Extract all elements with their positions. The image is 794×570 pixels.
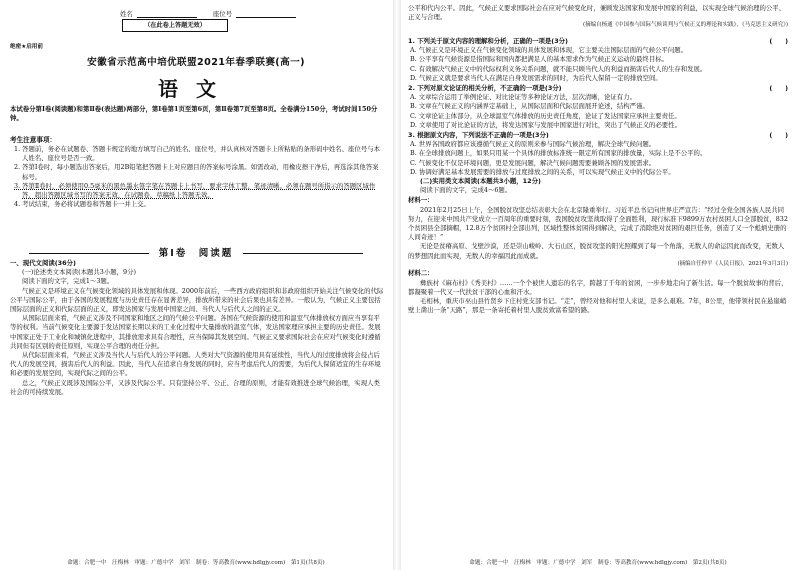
option: D. 协调好满足基本发展需要的排放与过度排放之间的关系，可以实现气候正义中的代际公平。 [410, 167, 675, 176]
answer-paren: ( ) [769, 131, 788, 140]
subject-title: 语文 [158, 77, 234, 101]
note-item: 2. 答第Ⅰ卷时，每小题选出答案后，用2B铅笔把答题卡上对应题目的答案标号涂黑。如需改动，用橡皮擦干净后，再选涂其他答案标号。 [14, 163, 379, 181]
option: C. 有效解决气候正义中的代际权利义务关系问题，就不能只顾当代人的利益而损害后代人的生存和发展。 [410, 64, 707, 73]
paragraph: 毛相林，重庆市巫山县竹贤乡下庄村党支部书记。“走”，曾经对他和村里人来说，是多么艰难。7年，8公里，他带领村民在悬崖峭壁上凿出一条“天路”，那是一条寄托着村里人脱贫致富希望的路。 [408, 297, 787, 315]
notes-list [10, 145, 384, 209]
answer-paren: ( ) [769, 84, 788, 93]
name-seat-line [120, 9, 370, 18]
exam-title: 安徽省示范高中培优联盟2021年春季联赛(高一) [87, 57, 305, 68]
material-label: 材料二： [408, 269, 434, 278]
notes-title: 考生注意事项： [10, 136, 57, 144]
note-item: 1. 答题前，务必在试题卷、答题卡规定的地方填写自己的姓名、座位号，并认真核对答题卡上所粘贴的条形码中姓名、座位号与本人姓名、座位号是否一致。 [14, 145, 381, 163]
section-1 [10, 259, 384, 397]
paragraph: 总之，气候正义既涉及国际公平，又涉及代际公平。只有坚持公平、公正、合理的原则，才能有效推进全球气候治理，实现人类社会的可持续发展。 [10, 378, 380, 396]
divider [243, 253, 363, 254]
note-item: 3. 答第Ⅱ卷时，必须使用0.5毫米的黑色墨水签字笔在答题卡上书写，要求字体工整、笔迹清晰。必须在题号所指示的答题区域作答，超出答题区域书写的答案无效，在试题卷、草稿纸上答题无效。 [14, 181, 376, 200]
option: A. 气候正义是环境正义在气候变化领域的具体发展和体现，它主要关注国际层面的气候公平问题。 [410, 46, 688, 55]
page-2 [402, 0, 794, 570]
instruction: 阅读下面的文字，完成4～6题。 [420, 186, 512, 195]
option: B. 公平享有气候资源是指国际和国内都把满足人的基本需求作为气候正义运动的最终目标。 [410, 55, 668, 64]
answer-paren: ( ) [769, 37, 788, 45]
paragraph: 从国际层面来看，气候正义涉及不同国家和地区之间的气候公平问题。各国在气候资源的使用和温室气体排放权方面应当享有平等的权利。当前气候变化主要源于发达国家长期以来的工业化过程中大量排放的温室气体，发达国家理应承担主要的历史责任。发展中国家正处于工业化和城镇化进程中，其排放需求具有合理性，应当保障其发展空间。气候正义要求国际社会在应对气候变化时遵循共同但有区别的责任原则，实现公平合理的责任分担。 [10, 314, 381, 350]
volume-heading [0, 245, 392, 259]
name-label: 姓名 [120, 10, 133, 18]
citation: (摘编自任仲平《人民日报》，2021年3月3日) [677, 260, 788, 267]
question [408, 131, 788, 177]
paragraph: 从代际层面来看，气候正义涉及当代人与后代人的公平问题。人类对大气资源的使用具有延续性，当代人的过度排放将会侵占后代人的发展空间，损害后代人的利益。因此，当代人在追求自身发展的同时，应当考虑后代人的需要，为后代人保留适宜的生存环境和必要的发展空间，实现代际之间的公平。 [10, 351, 381, 378]
name-blank[interactable] [137, 10, 197, 18]
divider [29, 253, 149, 254]
option: B. 文章在气候正义的内涵界定基础上，从国际层面和代际层面展开论述，结构严谨。 [410, 102, 649, 111]
material-label: 材料一： [408, 196, 434, 205]
no-answer-stamp: （在此卷上答题无效） [122, 19, 228, 32]
option: D. 文章使用了对比论证的方法，将发达国家与发展中国家进行对比，突出了气候正义的必要性。 [410, 120, 681, 129]
seat-blank[interactable] [236, 10, 296, 18]
instruction: 阅读下面的文字，完成1～3题。 [22, 277, 114, 286]
binding-gutter [393, 0, 401, 570]
paragraph: 2021年2月25日上午，全国脱贫攻坚总结表彰大会在北京隆重举行。习近平总书记向世界庄严宣告：“经过全党全国各族人民共同努力，在迎来中国共产党成立一百周年的重要时刻，我国脱贫攻坚战取得了全面胜利，现行标准下9899万农村贫困人口全部脱贫，832个贫困县全部摘帽，12.8万个贫困村全部出列，区域性整体贫困得到解决，完成了消除绝对贫困的艰巨任务，创造了又一个彪炳史册的人间奇迹！” [408, 205, 788, 242]
page-footer: 命题：合肥一中 汪梅林 审题：广德中学 刘军 制卷：等高教育(www.hdlgjy.com) 第1页(共8页) [67, 560, 325, 566]
subsection-heading: (二)实用类文本阅读(本题共3小题，12分) [420, 177, 541, 186]
option: D. 气候正义就是要求当代人在满足自身发展需求的同时，为后代人保留一定的排放空间。 [410, 73, 662, 82]
section-heading: 一、现代文阅读(36分) [10, 259, 76, 267]
paragraph: 气候正义是环境正义在气候变化领域的具体发展和体现。2000年前后，一些西方政府组织和非政府组织开始关注气候变化的代际公平与国际公平，由于各国的发展程度与历史责任存在显著差异，排放所带来的社会后果也具有差异。一般认为，气候正义主要包括国际层面的正义和代际层面的正义，即发达国家与发展中国家之间、当代人与后代人之间的正义。 [10, 286, 384, 314]
question-stem: 1. 下列关于原文内容的理解和分析，正确的一项是(3分) [408, 37, 568, 45]
questions-block [408, 36, 788, 315]
question-stem: 2. 下列对原文论证的相关分析，不正确的一项是(3分) [408, 84, 562, 93]
paper-intro: 本试卷分第Ⅰ卷(阅读题)和第Ⅱ卷(表达题)两部分，第Ⅰ卷第1页至第6页，第Ⅱ卷第7页至第8页。全卷满分150分，考试时间150分钟。 [10, 105, 378, 123]
subsection-heading: (一)论述类文本阅读(本题共3小题，9分) [22, 268, 136, 277]
option: A. 世界各国政府都应该遵循气候正义的原则来参与国际气候治理，解决全球气候问题。 [410, 140, 656, 149]
volume-title: 第Ⅰ卷 阅读题 [158, 248, 234, 259]
page-1 [0, 0, 392, 570]
option: C. 文章论证主体部分，从全球温室气体排放的历史责任角度，论证了发达国家应承担主要责任。 [410, 111, 681, 120]
page-footer: 命题：合肥一中 汪梅林 审题：广德中学 刘军 制卷：等高教育(www.hdlgjy.com) 第2页(共8页) [469, 560, 727, 566]
note-item: 4. 考试结束，务必将试题卷和答题卡一并上交。 [14, 200, 150, 209]
paragraph: 无论是贫瘠高原、戈壁沙漠，还是崇山峻岭、大石山区，脱贫攻坚的阳光照耀到了每一个角落，无数人的命运因此而改变，无数人的梦想因此而实现，无数人的幸福因此而成就。 [408, 242, 785, 260]
secret-mark: 绝密★启用前 [10, 44, 43, 50]
question [408, 84, 788, 130]
seat-label: 座位号 [212, 10, 232, 18]
citation: (摘编自杨通《中国参与国际气候谈判与气候正义的理论和实践》，《马克思主义研究》) [582, 22, 788, 29]
question [408, 37, 788, 83]
question-stem: 3. 根据原文内容，下列说法不正确的一项是(3分) [408, 131, 549, 140]
continued-text [408, 4, 788, 30]
paragraph: 彝族村《麻布村》《秀美村》……一个个被世人遗忘的名字，跨越了千年的贫困，一步步地走向了新生活。每一个脱贫故事的背后，都凝聚着一代又一代扶贫干部的心血和汗水。 [408, 278, 788, 296]
paragraph: 公平和代内公平。因此，气候正义要求国际社会在应对气候变化时，兼顾发达国家和发展中国家的利益，以实现全球气候治理的公平、正义与合理。 [408, 4, 786, 22]
option: A. 文章综合运用了举例论证、对比论证等多种论证方法，层次清晰，论证有力。 [410, 93, 636, 102]
option: B. 在全球排放问题上，如果只用某一个具体的排放标准统一限定所有国家的排放量，实际上是不公平的。 [410, 149, 707, 158]
option: C. 气候变化不仅是环境问题，更是发展问题，解决气候问题需要兼顾各国的发展需求。 [410, 158, 656, 167]
